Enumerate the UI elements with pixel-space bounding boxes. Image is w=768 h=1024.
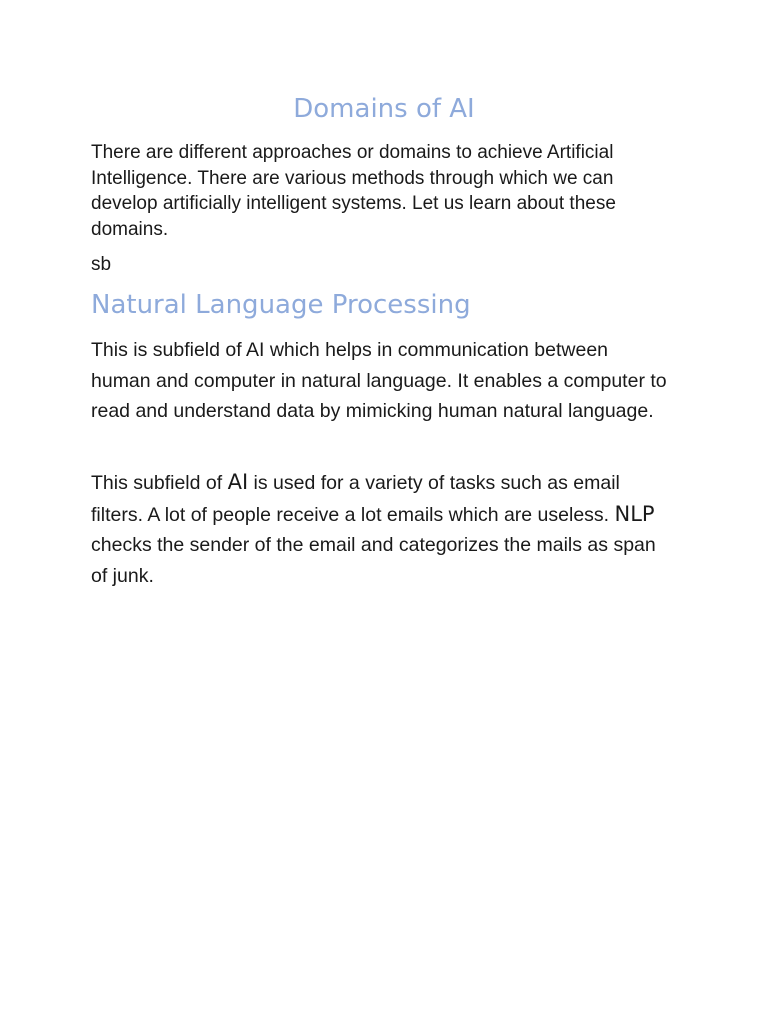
intro-paragraph: There are different approaches or domains to achieve Artificial Intelligence. There are various methods through which we can develop artificially intelligent systems. Let us learn about these domains. [91,142,616,240]
term-nlp: NLP [614,501,655,526]
nlp-paragraph-1: This is subfield of AI which helps in communication between human and computer in natural language. It enables a computer to read and understand data by mimicking human natural language. [91,339,667,422]
note-text: sb [91,254,112,275]
term-ai: AI [227,470,249,494]
paragraph-2-text-b: is used for a variety of tasks such as email filters. A lot of people receive a lot emails which are useless. [91,472,620,526]
paragraph-2-text-a: This subfield of [91,472,228,494]
nlp-paragraph-2 [91,467,671,591]
paragraph-2-text-c: checks the sender of the email and categorizes the mails as span of junk. [91,534,656,587]
document-title: Domains of AI [293,94,475,124]
section-heading: Natural Language Processing [91,290,471,320]
